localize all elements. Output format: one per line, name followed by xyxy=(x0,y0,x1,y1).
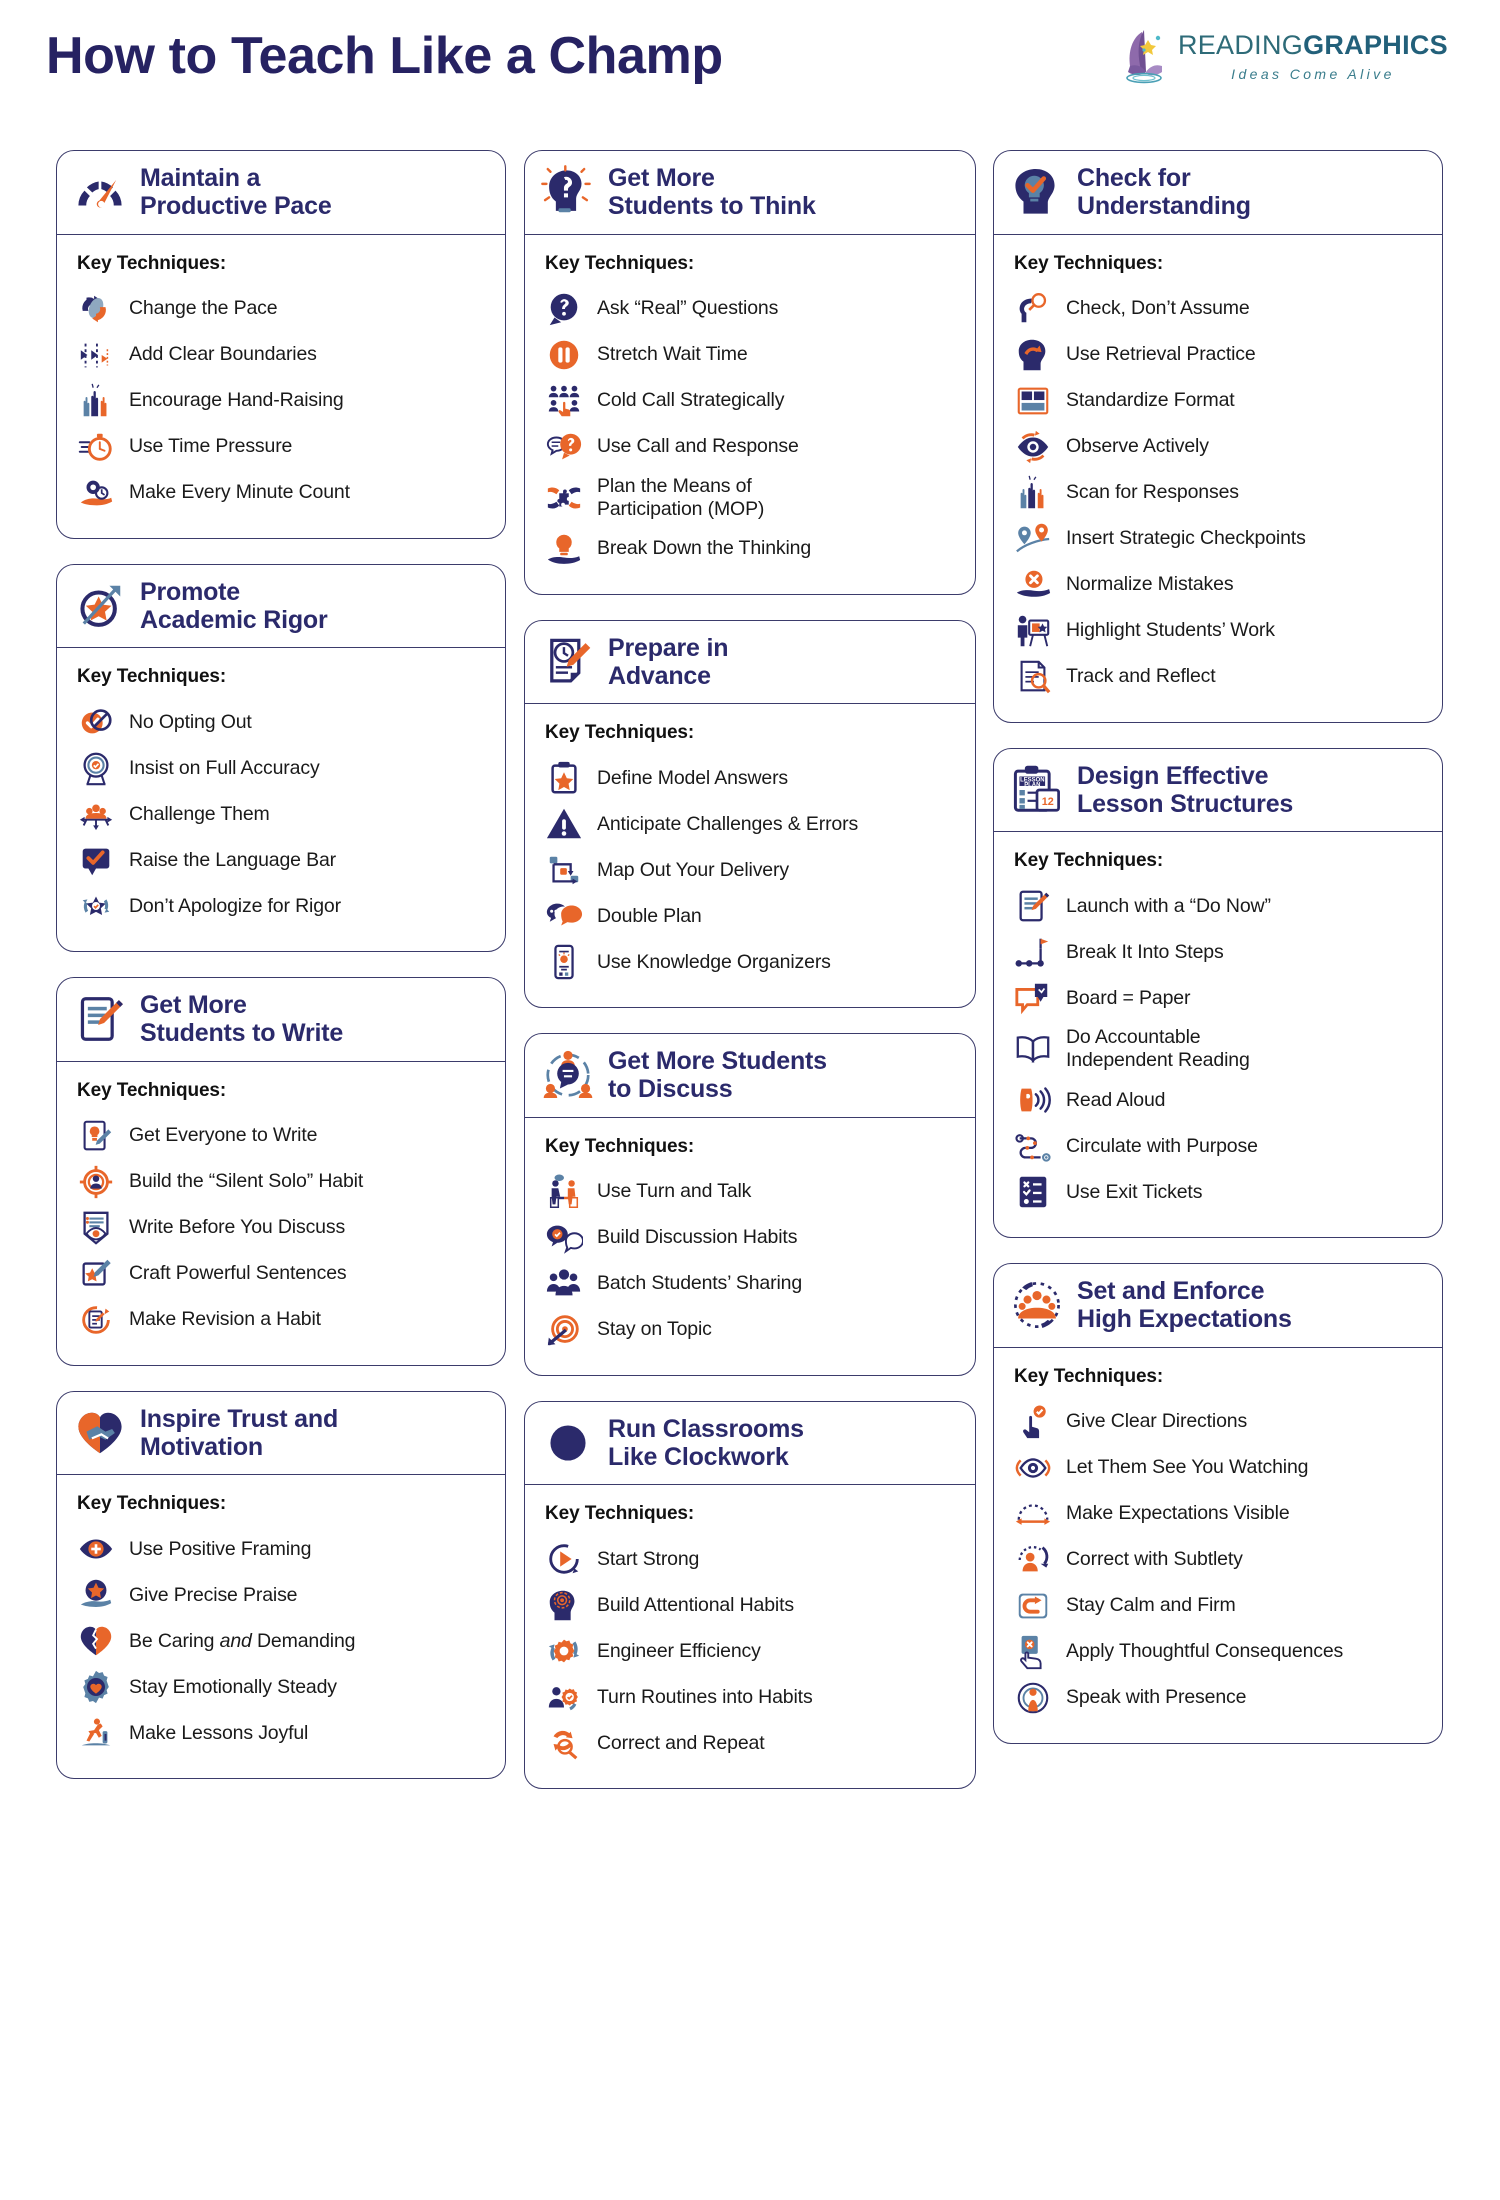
card-title: Get More Students to Think xyxy=(608,164,816,221)
technique-item xyxy=(77,699,491,745)
technique-item xyxy=(1014,1583,1428,1629)
technique-label: Define Model Answers xyxy=(597,766,789,789)
card-title: Design Effective Lesson Structures xyxy=(1077,761,1294,818)
checklist-icon xyxy=(1014,1173,1052,1211)
technique-label: Change the Pace xyxy=(129,297,278,319)
circle-people-gear-icon xyxy=(541,1416,595,1470)
technique-item xyxy=(77,791,491,837)
technique-label: Board = Paper xyxy=(1066,986,1191,1009)
technique-label: Challenge Them xyxy=(129,802,270,825)
technique-item xyxy=(1014,1123,1428,1169)
technique-label: Anticipate Challenges & Errors xyxy=(597,812,859,835)
technique-item xyxy=(77,424,491,470)
speech-check-bubbles-icon xyxy=(545,1219,583,1257)
head-bulb-check-icon xyxy=(1010,165,1064,219)
technique-item xyxy=(545,332,961,378)
logo-name-part2: GRAPHICS xyxy=(1303,29,1448,60)
technique-label: Be Caring and Demanding xyxy=(129,1629,356,1652)
two-seated-people-icon xyxy=(545,1173,583,1211)
person-dotted-arrow-icon xyxy=(1014,1541,1052,1579)
technique-label: Correct and Repeat xyxy=(597,1731,765,1754)
technique-label: Track and Reflect xyxy=(1066,665,1216,687)
technique-list xyxy=(77,1113,491,1343)
technique-label: Stay on Topic xyxy=(597,1318,712,1340)
document-magnifier-icon xyxy=(1014,658,1052,696)
technique-item xyxy=(1014,1675,1428,1721)
technique-list xyxy=(1014,1399,1428,1721)
star-hand-icon xyxy=(77,1576,115,1614)
pointing-hand-check-icon xyxy=(1014,1403,1052,1441)
technique-list xyxy=(1014,286,1428,700)
technique-item xyxy=(77,286,491,332)
technique-label: Encourage Hand-Raising xyxy=(129,389,344,411)
key-techniques-label: Key Techniques: xyxy=(77,252,227,274)
technique-item xyxy=(545,378,961,424)
stopwatch-icon xyxy=(77,428,115,466)
technique-label: Make Expectations Visible xyxy=(1066,1502,1290,1524)
card-check-for-understanding xyxy=(993,150,1443,723)
column-2 xyxy=(524,150,976,1814)
flowchart-icon xyxy=(545,851,583,889)
hand-x-icon xyxy=(1014,566,1052,604)
technique-label: Do Accountable Independent Reading xyxy=(1066,1026,1250,1071)
technique-label: Don’t Apologize for Rigor xyxy=(129,894,341,917)
crowd-dotted-circle-icon xyxy=(1010,1278,1064,1332)
card-inspire-trust-and-motivation xyxy=(56,1391,506,1780)
two-speech-question-icon xyxy=(545,428,583,466)
technique-label: Insist on Full Accuracy xyxy=(129,756,320,779)
technique-item xyxy=(545,1674,961,1720)
technique-label: Give Clear Directions xyxy=(1066,1410,1248,1432)
phone-idea-icon xyxy=(545,943,583,981)
technique-label: Raise the Language Bar xyxy=(129,848,337,871)
column-3 xyxy=(993,150,1443,1769)
technique-item xyxy=(1014,378,1428,424)
broadcast-person-icon xyxy=(1014,1679,1052,1717)
group-pointing-hand-icon xyxy=(545,382,583,420)
technique-label: Launch with a “Do Now” xyxy=(1066,894,1271,917)
technique-label: Use Turn and Talk xyxy=(597,1180,752,1202)
technique-label: Map Out Your Delivery xyxy=(597,858,789,881)
card-header xyxy=(57,151,505,235)
technique-label: Normalize Mistakes xyxy=(1066,573,1234,595)
technique-label: Use Retrieval Practice xyxy=(1066,343,1256,365)
gear-heart-icon xyxy=(77,1668,115,1706)
card-title: Get More Students to Discuss xyxy=(608,1047,827,1104)
two-arrows-cycle-icon xyxy=(77,290,115,328)
technique-item xyxy=(77,1251,491,1297)
key-techniques-label: Key Techniques: xyxy=(1014,850,1164,871)
speaking-head-icon xyxy=(1014,1081,1052,1119)
technique-label: Make Revision a Habit xyxy=(129,1308,321,1330)
technique-item xyxy=(1014,1399,1428,1445)
hand-bulb-icon xyxy=(545,530,583,568)
technique-item xyxy=(545,1536,961,1582)
technique-item xyxy=(545,1307,961,1353)
technique-label: No Opting Out xyxy=(129,710,252,733)
question-speech-icon xyxy=(545,290,583,328)
technique-item xyxy=(77,1618,491,1664)
person-gear-cycle-icon xyxy=(545,1678,583,1716)
technique-label: Use Call and Response xyxy=(597,435,799,457)
key-techniques-label: Key Techniques: xyxy=(77,1079,227,1101)
card-header xyxy=(994,1264,1442,1348)
technique-label: Engineer Efficiency xyxy=(597,1639,761,1662)
star-cycle-icon xyxy=(77,887,115,925)
technique-item xyxy=(1014,1537,1428,1583)
warning-triangle-icon xyxy=(545,805,583,843)
technique-item xyxy=(1014,1169,1428,1215)
revision-cycle-icon xyxy=(77,1301,115,1339)
technique-item xyxy=(545,1582,961,1628)
card-body xyxy=(57,648,505,951)
technique-list xyxy=(77,286,491,516)
technique-item xyxy=(545,1720,961,1766)
technique-item xyxy=(77,1710,491,1756)
card-body xyxy=(994,235,1442,722)
dotted-arc-arrow-icon xyxy=(1014,1495,1052,1533)
card-design-effective-lesson-structures xyxy=(993,748,1443,1239)
target-arrow-icon xyxy=(545,1311,583,1349)
document-pencil-icon xyxy=(1014,887,1052,925)
key-techniques-label: Key Techniques: xyxy=(545,252,695,274)
technique-item xyxy=(77,883,491,929)
logo-book-icon xyxy=(1122,28,1168,84)
head-arrow-icon xyxy=(1014,336,1052,374)
technique-item xyxy=(545,755,961,801)
technique-label: Stretch Wait Time xyxy=(597,343,748,365)
speedometer-gauge-icon xyxy=(73,165,127,219)
card-prepare-in-advance xyxy=(524,620,976,1009)
card-body xyxy=(525,235,975,594)
page-title: How to Teach Like a Champ xyxy=(46,27,723,85)
technique-item xyxy=(545,424,961,470)
technique-list xyxy=(545,1169,961,1353)
jumping-person-icon xyxy=(77,1714,115,1752)
technique-item xyxy=(1014,424,1428,470)
technique-label: Batch Students’ Sharing xyxy=(597,1272,803,1294)
technique-label: Add Clear Boundaries xyxy=(129,343,317,365)
technique-item xyxy=(545,526,961,572)
head-magnifier-icon xyxy=(1014,290,1052,328)
technique-item xyxy=(77,1297,491,1343)
technique-item xyxy=(1014,608,1428,654)
card-title: Promote Academic Rigor xyxy=(140,577,328,634)
technique-item xyxy=(1014,1629,1428,1675)
group-arrows-icon xyxy=(77,795,115,833)
technique-label: Plan the Means of Participation (MOP) xyxy=(597,474,765,520)
technique-item xyxy=(1014,332,1428,378)
board-speech-icon xyxy=(1014,979,1052,1017)
technique-item xyxy=(545,286,961,332)
card-title: Inspire Trust and Motivation xyxy=(140,1404,339,1461)
technique-list xyxy=(545,286,961,572)
card-body xyxy=(994,1348,1442,1743)
head-question-bulb-icon xyxy=(541,165,595,219)
gear-cycle-icon xyxy=(545,1632,583,1670)
technique-label: Break It Into Steps xyxy=(1066,940,1224,963)
technique-item xyxy=(545,1215,961,1261)
technique-item xyxy=(77,1526,491,1572)
card-title: Maintain a Productive Pace xyxy=(140,164,332,221)
card-header xyxy=(57,565,505,649)
card-get-more-students-to-write xyxy=(56,977,506,1366)
heart-handshake-icon xyxy=(73,1406,127,1460)
person-easel-icon xyxy=(1014,612,1052,650)
play-circle-icon xyxy=(545,1540,583,1578)
technique-item xyxy=(77,332,491,378)
repeat-magnifier-icon xyxy=(545,1724,583,1762)
technique-item xyxy=(77,378,491,424)
technique-list xyxy=(77,699,491,929)
technique-label: Check, Don’t Assume xyxy=(1066,297,1250,319)
technique-label: Standardize Format xyxy=(1066,389,1235,411)
clipboard-star-icon xyxy=(545,759,583,797)
technique-label: Circulate with Purpose xyxy=(1066,1134,1258,1157)
card-get-more-students-to-think xyxy=(524,150,976,595)
four-hands-puzzle-icon xyxy=(545,479,583,517)
card-header xyxy=(994,151,1442,235)
hand-gear-clock-icon xyxy=(77,474,115,512)
card-header xyxy=(525,1402,975,1486)
card-body xyxy=(57,1062,505,1365)
check-no-symbol-icon xyxy=(77,703,115,741)
technique-label: Get Everyone to Write xyxy=(129,1124,318,1146)
technique-label: Use Time Pressure xyxy=(129,435,293,457)
card-title: Get More Students to Write xyxy=(140,991,344,1048)
technique-item xyxy=(77,1159,491,1205)
card-header xyxy=(57,978,505,1062)
technique-list xyxy=(545,1536,961,1766)
technique-item xyxy=(545,893,961,939)
svg-text:PLAN: PLAN xyxy=(1024,782,1041,789)
technique-label: Use Knowledge Organizers xyxy=(597,950,831,973)
technique-label: Start Strong xyxy=(597,1547,700,1570)
steps-flag-icon xyxy=(1014,933,1052,971)
technique-item xyxy=(1014,883,1428,929)
card-body xyxy=(525,1485,975,1788)
technique-label: Use Positive Framing xyxy=(129,1537,312,1560)
logo-tagline: Ideas Come Alive xyxy=(1231,65,1395,82)
technique-item xyxy=(77,1572,491,1618)
raised-hands-icon xyxy=(77,382,115,420)
technique-item xyxy=(77,1664,491,1710)
lesson-plan-clipboard-icon xyxy=(1010,763,1064,817)
card-title: Run Classrooms Like Clockwork xyxy=(608,1414,804,1471)
technique-item xyxy=(1014,975,1428,1021)
technique-label: Build Discussion Habits xyxy=(597,1226,798,1248)
technique-item xyxy=(1014,562,1428,608)
technique-label: Ask “Real” Questions xyxy=(597,297,779,319)
key-techniques-label: Key Techniques: xyxy=(1014,1365,1164,1387)
card-body xyxy=(525,1118,975,1375)
technique-item xyxy=(1014,1491,1428,1537)
card-body xyxy=(994,832,1442,1237)
card-header xyxy=(525,151,975,235)
technique-item xyxy=(545,801,961,847)
key-techniques-label: Key Techniques: xyxy=(1014,252,1164,274)
technique-label: Build Attentional Habits xyxy=(597,1593,794,1616)
head-target-icon xyxy=(545,1586,583,1624)
map-pins-icon xyxy=(1014,520,1052,558)
technique-item xyxy=(1014,470,1428,516)
key-techniques-label: Key Techniques: xyxy=(545,722,695,743)
technique-item xyxy=(545,939,961,985)
circle-people-speech-icon xyxy=(541,1048,595,1102)
technique-label: Apply Thoughtful Consequences xyxy=(1066,1640,1344,1662)
card-header xyxy=(57,1392,505,1476)
technique-item xyxy=(1014,654,1428,700)
technique-label: Stay Calm and Firm xyxy=(1066,1594,1236,1616)
technique-item xyxy=(77,470,491,516)
svg-text:12: 12 xyxy=(1041,795,1054,808)
pause-circle-icon xyxy=(545,336,583,374)
readinggraphics-logo xyxy=(1122,28,1448,84)
technique-item xyxy=(1014,1077,1428,1123)
card-title: Prepare in Advance xyxy=(608,633,729,690)
technique-item xyxy=(545,470,961,526)
technique-item xyxy=(77,1113,491,1159)
technique-label: Speak with Presence xyxy=(1066,1686,1247,1708)
technique-label: Correct with Subtlety xyxy=(1066,1548,1243,1570)
technique-label: Give Precise Praise xyxy=(129,1583,298,1606)
technique-label: Use Exit Tickets xyxy=(1066,1180,1203,1203)
key-techniques-label: Key Techniques: xyxy=(77,1493,227,1514)
wide-eye-icon xyxy=(1014,1449,1052,1487)
svg-text:LESSON: LESSON xyxy=(1020,777,1045,784)
hand-card-x-icon xyxy=(1014,1633,1052,1671)
technique-item xyxy=(1014,1021,1428,1077)
open-book-icon xyxy=(1014,1030,1052,1068)
technique-item xyxy=(77,1205,491,1251)
card-maintain-a-productive-pace xyxy=(56,150,506,539)
technique-list xyxy=(77,1526,491,1756)
card-run-classrooms-like-clockwork xyxy=(524,1401,976,1790)
technique-item xyxy=(1014,516,1428,562)
two-speech-bubbles-icon xyxy=(545,897,583,935)
card-set-and-enforce-high-expectations xyxy=(993,1263,1443,1744)
u-turn-arrow-icon xyxy=(1014,1587,1052,1625)
technique-item xyxy=(545,847,961,893)
target-check-icon xyxy=(77,749,115,787)
dashed-boundary-arrows-icon xyxy=(77,336,115,374)
technique-label: Break Down the Thinking xyxy=(597,537,812,559)
star-note-pencil-icon xyxy=(77,1255,115,1293)
technique-list xyxy=(1014,883,1428,1215)
technique-label: Make Lessons Joyful xyxy=(129,1721,309,1744)
circulate-path-icon xyxy=(1014,1127,1052,1165)
technique-label: Make Every Minute Count xyxy=(129,481,350,503)
logo-name-part1: READING xyxy=(1177,29,1304,60)
speech-check-icon xyxy=(77,841,115,879)
person-target-icon xyxy=(77,1163,115,1201)
card-get-more-students-to-discuss xyxy=(524,1033,976,1376)
technique-item xyxy=(545,1169,961,1215)
page-idea-pencil-icon xyxy=(77,1117,115,1155)
technique-label: Insert Strategic Checkpoints xyxy=(1066,527,1306,549)
technique-label: Observe Actively xyxy=(1066,435,1209,457)
technique-item xyxy=(1014,286,1428,332)
document-eye-icon xyxy=(77,1209,115,1247)
key-techniques-label: Key Techniques: xyxy=(545,1135,695,1157)
column-1 xyxy=(56,150,506,1804)
card-promote-academic-rigor xyxy=(56,564,506,953)
technique-label: Write Before You Discuss xyxy=(129,1216,346,1238)
technique-label: Highlight Students’ Work xyxy=(1066,619,1275,641)
star-circle-arrow-icon xyxy=(73,579,127,633)
card-title: Set and Enforce High Expectations xyxy=(1077,1277,1292,1334)
technique-item xyxy=(1014,1445,1428,1491)
technique-list xyxy=(545,755,961,985)
card-body xyxy=(57,1475,505,1778)
technique-label: Craft Powerful Sentences xyxy=(129,1262,347,1284)
card-body xyxy=(525,704,975,1007)
technique-label: Let Them See You Watching xyxy=(1066,1456,1309,1478)
technique-label: Build the “Silent Solo” Habit xyxy=(129,1170,364,1192)
split-heart-icon xyxy=(77,1622,115,1660)
technique-label: Cold Call Strategically xyxy=(597,389,785,411)
raised-hands-icon xyxy=(1014,474,1052,512)
technique-item xyxy=(77,745,491,791)
eye-cycle-icon xyxy=(1014,428,1052,466)
card-header xyxy=(525,621,975,705)
technique-label: Read Aloud xyxy=(1066,1088,1166,1111)
eye-plus-icon xyxy=(77,1530,115,1568)
document-pencil-icon xyxy=(73,992,127,1046)
technique-label: Scan for Responses xyxy=(1066,481,1239,503)
card-body xyxy=(57,235,505,538)
card-header xyxy=(525,1034,975,1118)
technique-item xyxy=(545,1261,961,1307)
key-techniques-label: Key Techniques: xyxy=(77,666,227,687)
key-techniques-label: Key Techniques: xyxy=(545,1503,695,1524)
three-people-icon xyxy=(545,1265,583,1303)
layout-grid-icon xyxy=(1014,382,1052,420)
card-header xyxy=(994,749,1442,833)
card-title: Check for Understanding xyxy=(1077,164,1251,221)
technique-item xyxy=(545,1628,961,1674)
clock-document-pencil-icon xyxy=(541,635,595,689)
technique-item xyxy=(1014,929,1428,975)
page-header xyxy=(0,0,1500,150)
technique-label: Turn Routines into Habits xyxy=(597,1685,813,1708)
technique-item xyxy=(77,837,491,883)
technique-label: Stay Emotionally Steady xyxy=(129,1675,337,1698)
technique-label: Double Plan xyxy=(597,904,702,927)
